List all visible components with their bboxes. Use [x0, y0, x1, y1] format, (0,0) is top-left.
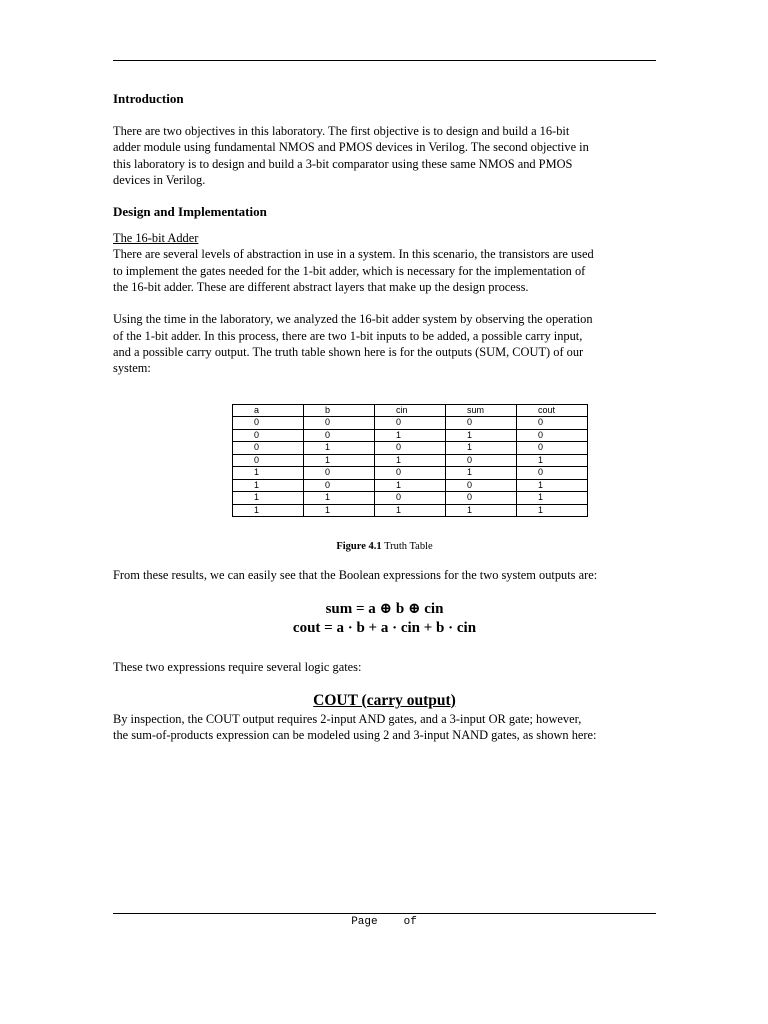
truth-table-cell: 0: [304, 429, 375, 442]
truth-table-cell: 1: [375, 479, 446, 492]
intro-heading: Introduction: [113, 91, 184, 106]
truth-table-cell: 0: [233, 417, 304, 430]
truth-table-cell: 1: [304, 454, 375, 467]
document-body: [113, 91, 656, 743]
truth-table-cell: 1: [304, 504, 375, 517]
truth-table-row: [233, 467, 588, 480]
cout-paragraph: [113, 711, 656, 744]
adder-subheading: The 16-bit Adder: [113, 231, 199, 246]
truth-table-row: [233, 429, 588, 442]
footer-of-label: of: [403, 916, 417, 928]
truth-table-cell: 1: [233, 504, 304, 517]
truth-table-cell: 1: [446, 442, 517, 455]
truth-table-row: [233, 454, 588, 467]
figure-caption-text: Truth Table: [384, 541, 433, 553]
intro-line: adder module using fundamental NMOS and PMOS devices in Verilog. The second objective in: [113, 140, 589, 155]
equations: [113, 600, 656, 638]
sum-equation: sum = a ⊕ b ⊕ cin: [325, 601, 444, 618]
truth-table-cell: 1: [375, 504, 446, 517]
cout-line: By inspection, the COUT output requires 2-input AND gates, and a 3-input OR gate; however,: [113, 711, 582, 726]
truth-table-cell: 0: [375, 467, 446, 480]
truth-table-cell: 1: [375, 454, 446, 467]
truth-table-row: [233, 479, 588, 492]
truth-table-header-cell: a: [233, 404, 304, 417]
truth-table-cell: 0: [304, 479, 375, 492]
truth-table-cell: 1: [233, 492, 304, 505]
logic-gates-text: These two expressions require several logic gates:: [113, 660, 362, 675]
footer-rule: [113, 913, 656, 914]
figure-caption: [113, 541, 656, 552]
truth-table-cell: 1: [517, 504, 588, 517]
intro-line: There are two objectives in this laboratory. The first objective is to design and build a 16-bit: [113, 124, 570, 138]
truth-table-cell: 0: [446, 479, 517, 492]
page-footer: [0, 916, 768, 928]
truth-table-cell: 1: [233, 467, 304, 480]
cout-equation: cout = a · b + a · cin + b · cin: [292, 620, 477, 637]
intro-line: this laboratory is to design and build a 3-bit comparator using these same NMOS and PMOS: [113, 156, 573, 171]
truth-table-cell: 0: [233, 454, 304, 467]
truth-table-cell: 1: [446, 429, 517, 442]
truth-table-row: [233, 442, 588, 455]
lab-line: and a possible carry output. The truth table shown here is for the outputs (SUM, COUT) of our: [113, 344, 584, 359]
truth-table-cell: 0: [446, 492, 517, 505]
truth-table-cell: 1: [304, 442, 375, 455]
truth-table-cell: 1: [375, 429, 446, 442]
truth-table-cell: 0: [517, 429, 588, 442]
truth-table-cell: 1: [446, 504, 517, 517]
truth-table-cell: 0: [517, 442, 588, 455]
truth-table-cell: 1: [517, 454, 588, 467]
adder-line: to implement the gates needed for the 1-bit adder, which is necessary for the implementation of: [113, 263, 586, 278]
truth-table-row: [233, 504, 588, 517]
truth-table-header-cell: cin: [375, 404, 446, 417]
truth-table: [232, 404, 588, 518]
truth-table-cell: 1: [517, 492, 588, 505]
cout-line: the sum-of-products expression can be modeled using 2 and 3-input NAND gates, as shown here:: [113, 727, 597, 742]
truth-table-cell: 0: [375, 442, 446, 455]
truth-table-cell: 0: [375, 417, 446, 430]
truth-table-cell: 0: [446, 454, 517, 467]
truth-table-cell: 1: [233, 479, 304, 492]
truth-table-cell: 0: [375, 492, 446, 505]
lab-line: system:: [113, 361, 151, 376]
intro-paragraph: [113, 123, 656, 188]
footer-page-label: Page: [351, 916, 378, 928]
header-rule: [113, 60, 656, 61]
cout-title: COUT (carry output): [313, 691, 456, 709]
adder-line: There are several levels of abstraction in use in a system. In this scenario, the transistors are used: [113, 247, 594, 262]
adder-section: [113, 230, 656, 295]
truth-table-row: [233, 492, 588, 505]
truth-table-cell: 0: [233, 429, 304, 442]
truth-table-header-cell: sum: [446, 404, 517, 417]
truth-table-cell: 1: [304, 492, 375, 505]
lab-line: Using the time in the laboratory, we analyzed the 16-bit adder system by observing the operation: [113, 312, 593, 327]
figure-label: Figure 4.1: [336, 541, 382, 553]
truth-table-cell: 0: [304, 417, 375, 430]
truth-table-cell: 0: [446, 417, 517, 430]
truth-table-cell: 1: [517, 479, 588, 492]
after-table-text: From these results, we can easily see that the Boolean expressions for the two system outputs are:: [113, 568, 598, 583]
lab-paragraph: [113, 311, 656, 376]
truth-table-row: [233, 417, 588, 430]
truth-table-header-cell: cout: [517, 404, 588, 417]
lab-line: of the 1-bit adder. In this process, there are two 1-bit inputs to be added, a possible carry input,: [113, 328, 583, 343]
truth-table-cell: 0: [233, 442, 304, 455]
design-heading: Design and Implementation: [113, 204, 267, 220]
truth-table-cell: 0: [517, 417, 588, 430]
truth-table-cell: 0: [304, 467, 375, 480]
intro-line: devices in Verilog.: [113, 172, 206, 187]
truth-table-cell: 1: [446, 467, 517, 480]
truth-table-cell: 0: [517, 467, 588, 480]
truth-table-header-cell: b: [304, 404, 375, 417]
truth-table-header-row: [233, 404, 588, 417]
adder-line: the 16-bit adder. These are different abstract layers that make up the design process.: [113, 280, 529, 295]
